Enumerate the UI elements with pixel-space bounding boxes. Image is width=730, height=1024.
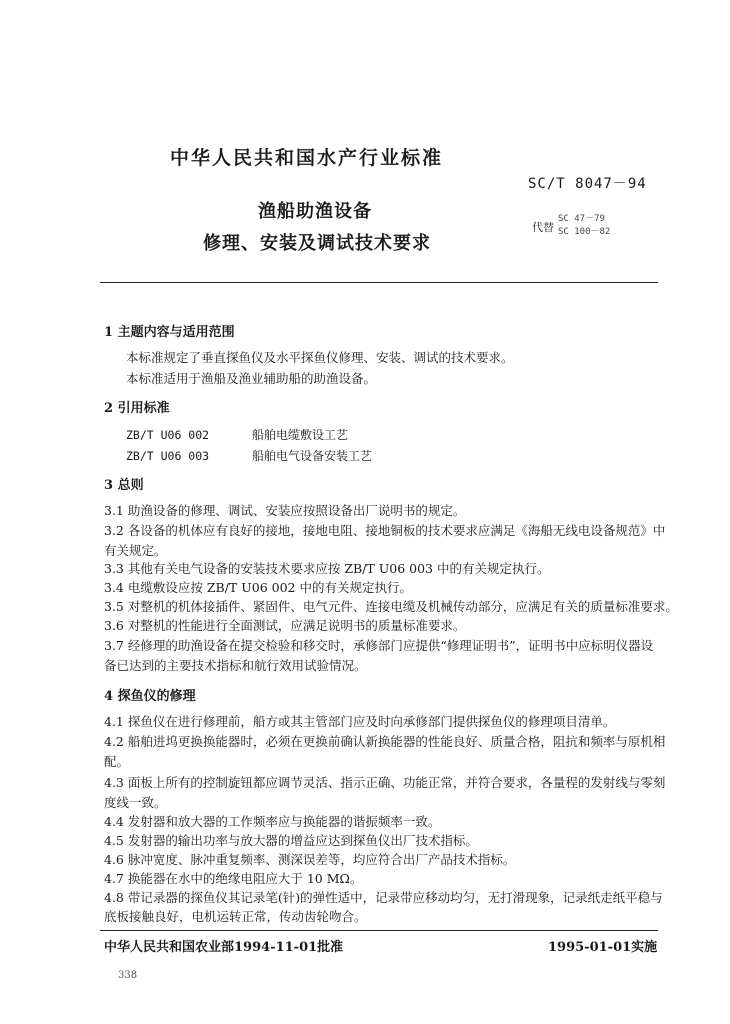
footer-divider [100,930,658,931]
section-1-paragraph-2: 本标准适用于渔船及渔业辅助船的助渔设备。 [126,371,377,386]
clause-3-2: 3.2 各设备的机体应有良好的接地，接地电阻、接地铜板的技术要求应满足《海船无线电设备规范》中 [104,523,666,538]
clause-4-6: 4.6 脉冲宽度、脉冲重复频率、测深误差等，均应符合出厂产品技术指标。 [104,852,516,867]
replaces-label: 代替 [532,221,554,234]
standard-number: SC/T 8047－94 [528,176,647,192]
clause-3-5: 3.5 对整机的机体接插件、紧固件、电气元件、连接电缆及机械传动部分，应满足有关的质量标准要求。 [104,599,678,614]
section-4-heading: 4 探鱼仪的修理 [104,689,196,704]
section-2-heading: 2 引用标准 [104,401,170,416]
reference-title: 船舶电缆敷设工艺 [252,428,349,442]
clause-4-4: 4.4 发射器和放大器的工作频率应与换能器的谐振频率一致。 [104,814,441,829]
clause-3-4: 3.4 电缆敷设应按 ZB/T U06 002 中的有关规定执行。 [104,580,412,595]
standard-category-title: 中华人民共和国水产行业标准 [170,147,444,169]
clause-4-1: 4.1 探鱼仪在进行修理前，船方或其主管部门应及时向承修部门提供探鱼仪的修理项目清单。 [104,714,616,729]
clause-4-8-continued: 底板接触良好，电机运转正常，传动齿轮吻合。 [104,909,367,924]
clause-4-3-continued: 度线一致。 [104,795,167,810]
clause-4-7: 4.7 换能器在水中的绝缘电阻应大于 10 MΩ。 [104,871,363,886]
clause-4-2: 4.2 船舶进坞更换换能器时，必须在更换前确认新换能器的性能良好、质量合格，阻抗和频率与原机相 [104,734,666,749]
effective-date: 1995-01-01实施 [548,940,658,955]
reference-code: ZB/T U06 002 [126,428,210,442]
clause-3-1: 3.1 助渔设备的修理、调试、安装应按照设备出厂说明书的规定。 [104,503,466,518]
replaces-code-1: SC 47－79 [558,214,605,224]
clause-3-3: 3.3 其他有关电气设备的安装技术要求应按 ZB/T U06 003 中的有关规定执行。 [104,561,550,576]
replaces-codes [558,213,610,239]
clause-3-7-continued: 备已达到的主要技术指标和航行效用试验情况。 [104,658,367,673]
approval-statement: 中华人民共和国农业部1994-11-01批准 [104,940,344,955]
clause-3-7: 3.7 经修理的助渔设备在提交检验和移交时，承修部门应提供“修理证明书”，证明书中应标明仪器设 [104,638,654,653]
clause-4-2-continued: 配。 [104,754,130,769]
header-divider [100,282,658,283]
clause-3-6: 3.6 对整机的性能进行全面测试，应满足说明书的质量标准要求。 [104,618,466,633]
clause-4-3: 4.3 面板上所有的控制旋钮都应调节灵活、指示正确、功能正常，并符合要求，各量程的发射线与零刻 [104,775,666,790]
reference-code: ZB/T U06 003 [126,449,210,463]
clause-4-8: 4.8 带记录器的探鱼仪其记录笔(针)的弹性适中，记录带应移动均匀，无打滑现象，记录纸走纸平稳与 [104,890,663,905]
section-3-heading: 3 总则 [104,478,144,493]
reference-item [126,447,372,464]
reference-item [126,426,348,443]
section-1-paragraph-1: 本标准规定了垂直探鱼仪及水平探鱼仪修理、安装、调试的技术要求。 [126,350,514,365]
replaces-code-2: SC 100－82 [558,227,611,237]
reference-title: 船舶电气设备安装工艺 [252,449,373,463]
clause-4-5: 4.5 发射器的输出功率与放大器的增益应达到探鱼仪出厂技术指标。 [104,833,478,848]
document-title-line-1: 渔船助渔设备 [258,201,372,222]
page-number: 338 [118,970,138,981]
document-title-line-2: 修理、安装及调试技术要求 [203,233,431,254]
clause-3-2-continued: 有关规定。 [104,543,167,558]
section-1-heading: 1 主题内容与适用范围 [104,325,235,340]
